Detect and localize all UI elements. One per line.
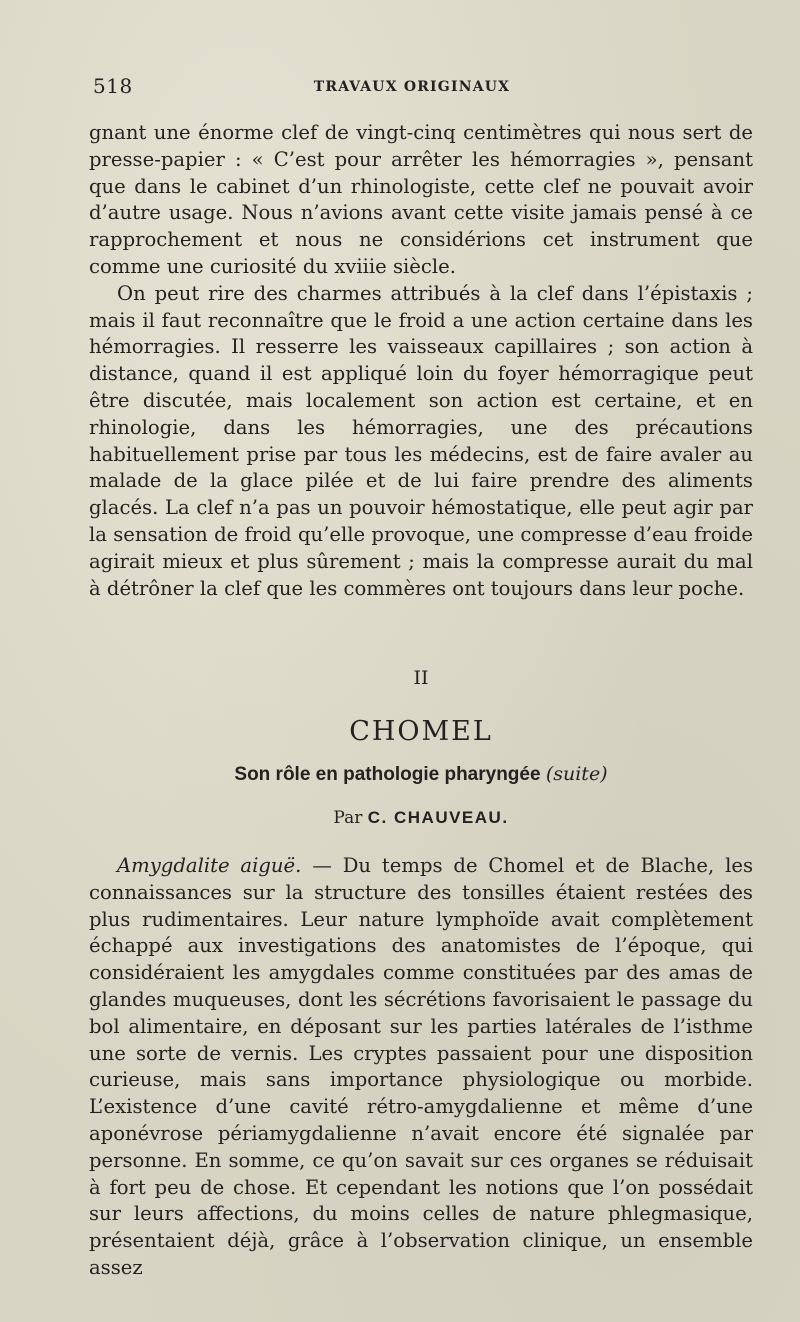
paragraph [89, 853, 753, 1282]
page-number: 518 [93, 74, 133, 98]
article-subtitle [89, 763, 753, 786]
body-text-top [89, 120, 753, 602]
running-title: TRAVAUX ORIGINAUX [313, 79, 511, 95]
byline [89, 808, 753, 828]
page-header [93, 74, 731, 104]
byline-prefix: Par [333, 808, 363, 828]
paragraph-lead: Amygdalite aiguë. [117, 854, 302, 877]
subtitle-text: Son rôle en pathologie pharyngée [234, 764, 541, 785]
article-title: CHOMEL [349, 716, 493, 747]
section-number: II [413, 667, 429, 689]
subtitle-suffix: (suite) [545, 763, 608, 785]
paragraph-continuation: gnant une énorme clef de vingt-cinq centimètres qui nous sert de presse-papier : « C’est pour arrêter les hémorragies », pensant que dans le cabinet d’un rhinologiste, cette clef ne pouvait avoir d’autre usage. Nous n’avions avant cette visite jamais pensé à ce rapprochement et nous ne considérions cet instrument que comme une curiosité du xviiie siècle. [89, 121, 753, 278]
body-text-bottom [89, 853, 753, 1282]
paragraph: On peut rire des charmes attribués à la clef dans l’épistaxis ; mais il faut reconnaître que le froid a une action certaine dans les hémorragies. Il resserre les vaisseaux capillaires ; son action à distance, quand il est appliqué loin du foyer hémorragique peut être discutée, mais localement son action est certaine, et en rhinologie, dans les hémorragies, une des précautions habituellement prise par tous les médecins, est de faire avaler au malade de la glace pilée et de lui faire prendre des aliments glacés. La clef n’a pas un pouvoir hémostatique, elle peut agir par la sensation de froid qu’elle provoque, une compresse d’eau froide agirait mieux et plus sûrement ; mais la compresse aurait du mal à détrôner la clef que les commères ont toujours dans leur poche. [89, 281, 753, 600]
paragraph-text: — Du temps de Chomel et de Blache, les connaissances sur la structure des tonsilles étaient restées des plus rudimentaires. Leur nature lymphoïde avait complètement échappé aux investigations des anatomistes de l’époque, qui considéraient les amygdales comme constituées par des amas de glandes muqueuses, dont les sécrétions favorisaient le passage du bol alimentaire, en déposant sur les parties latérales de l’isthme une sorte de vernis. Les cryptes passaient pour une disposition curieuse, mais sans importance physiologique ou morbide. L’existence d’une cavité rétro-amygdalienne et même d’une aponévrose périamygdalienne n’avait encore été signalée par personne. En somme, ce qu’on savait sur ces organes se réduisait à fort peu de chose. Et cependant les notions que l’on possédait sur leurs affections, du moins celles de nature phlegmasique, présentaient déjà, grâce à l’observation clinique, un ensemble assez [89, 854, 753, 1279]
byline-author: C. CHAUVEAU. [367, 808, 509, 827]
